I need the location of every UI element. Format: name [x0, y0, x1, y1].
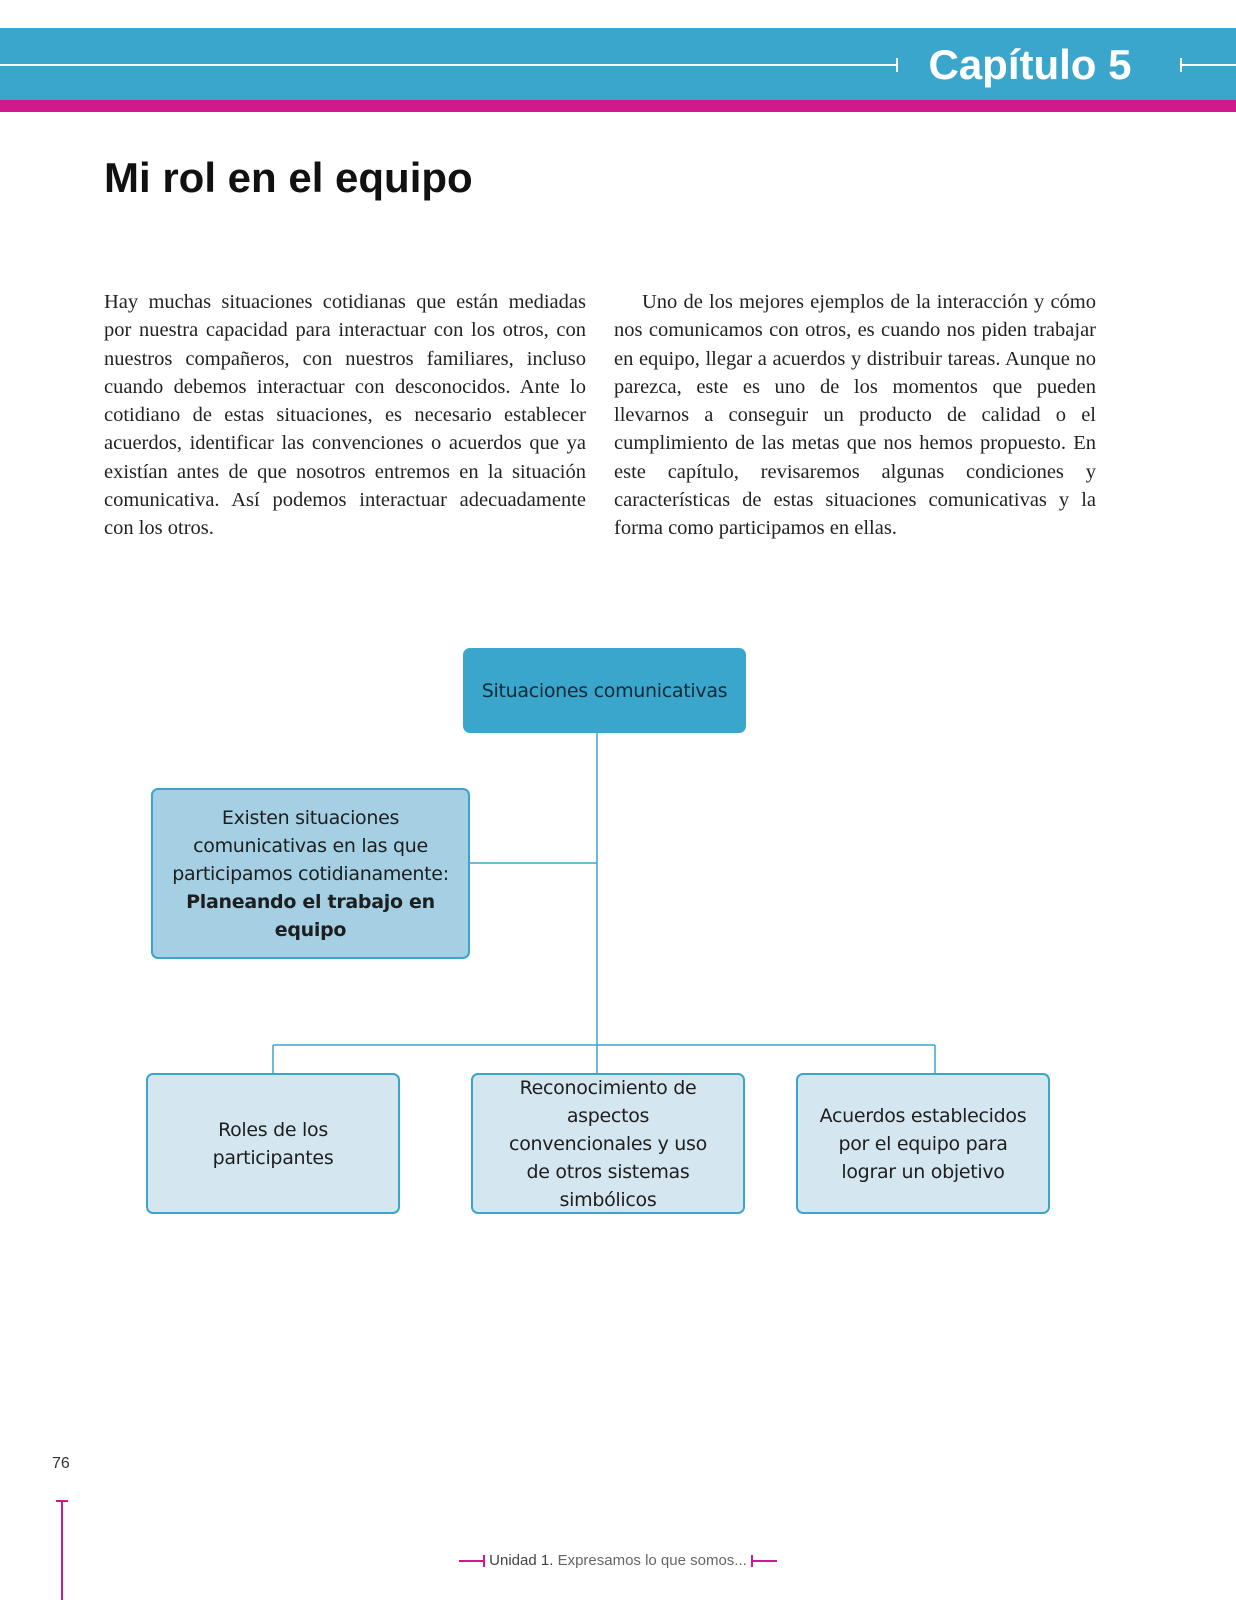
concept-side-bold-text: Planeando el trabajo en equipo: [186, 890, 435, 941]
header-rule-right-cap: [1180, 58, 1182, 72]
margin-mark: [61, 1500, 63, 1600]
footer-rule-right: [751, 1560, 777, 1562]
footer-unit-subtitle: Expresamos lo que somos...: [557, 1552, 747, 1569]
concept-child-roles: [146, 1073, 400, 1214]
chapter-header-accent-stripe: [0, 100, 1236, 112]
concept-child-conventions: [471, 1073, 745, 1214]
concept-child-agreements: [796, 1073, 1050, 1214]
page-title: Mi rol en el equipo: [104, 154, 473, 201]
footer-rule-left: [459, 1560, 485, 1562]
page-footer: [0, 1552, 1236, 1569]
concept-root-label: Situaciones comunicativas: [481, 679, 728, 702]
concept-child-label: Acuerdos establecidos por el equipo para lograr un objetivo: [819, 1104, 1027, 1183]
concept-child-label: Reconocimiento de aspectos convencionales y uso de otros sistemas simbólicos: [509, 1076, 707, 1211]
header-rule-left: [0, 64, 898, 66]
footer-unit-label: Unidad 1.: [489, 1552, 554, 1569]
header-rule-left-cap: [896, 58, 898, 72]
intro-paragraph-right: Uno de los mejores ejemplos de la interacción y cómo nos comunicamos con otros, es cuando nos piden trabajar en equipo, llegar a acuerdos y distribuir tareas. Aunque no parezca, este es uno de los momentos que pueden llevarnos a conseguir un producto de calidad o el cumplimiento de las metas que nos hemos propuesto. En este capítulo, revisaremos algunas condiciones y características de estas situaciones comunicativas y la forma como participamos en ellas.: [614, 291, 1096, 540]
concept-child-label: Roles de los participantes: [212, 1118, 334, 1169]
page-number: 76: [52, 1455, 70, 1472]
concept-side-text: Existen situaciones comunicativas en las que participamos cotidianamente:: [172, 806, 449, 885]
concept-side-label: [153, 804, 468, 944]
chapter-label: Capítulo 5: [928, 41, 1132, 88]
concept-side-node: [151, 788, 470, 959]
header-rule-right: [1180, 64, 1236, 66]
intro-paragraph-left: Hay muchas situaciones cotidianas que están mediadas por nuestra capacidad para interactuar con los otros, con nuestros compañeros, con nuestros familiares, incluso cuando debemos interactuar con desconocidos. Ante lo cotidiano de estas situaciones, es necesario establecer acuerdos, identificar las convenciones o acuerdos que ya existían antes de que nosotros entremos en la situación comunicativa. Así podemos interactuar adecuadamente con los otros.: [104, 291, 586, 540]
concept-root-node: [463, 648, 746, 733]
